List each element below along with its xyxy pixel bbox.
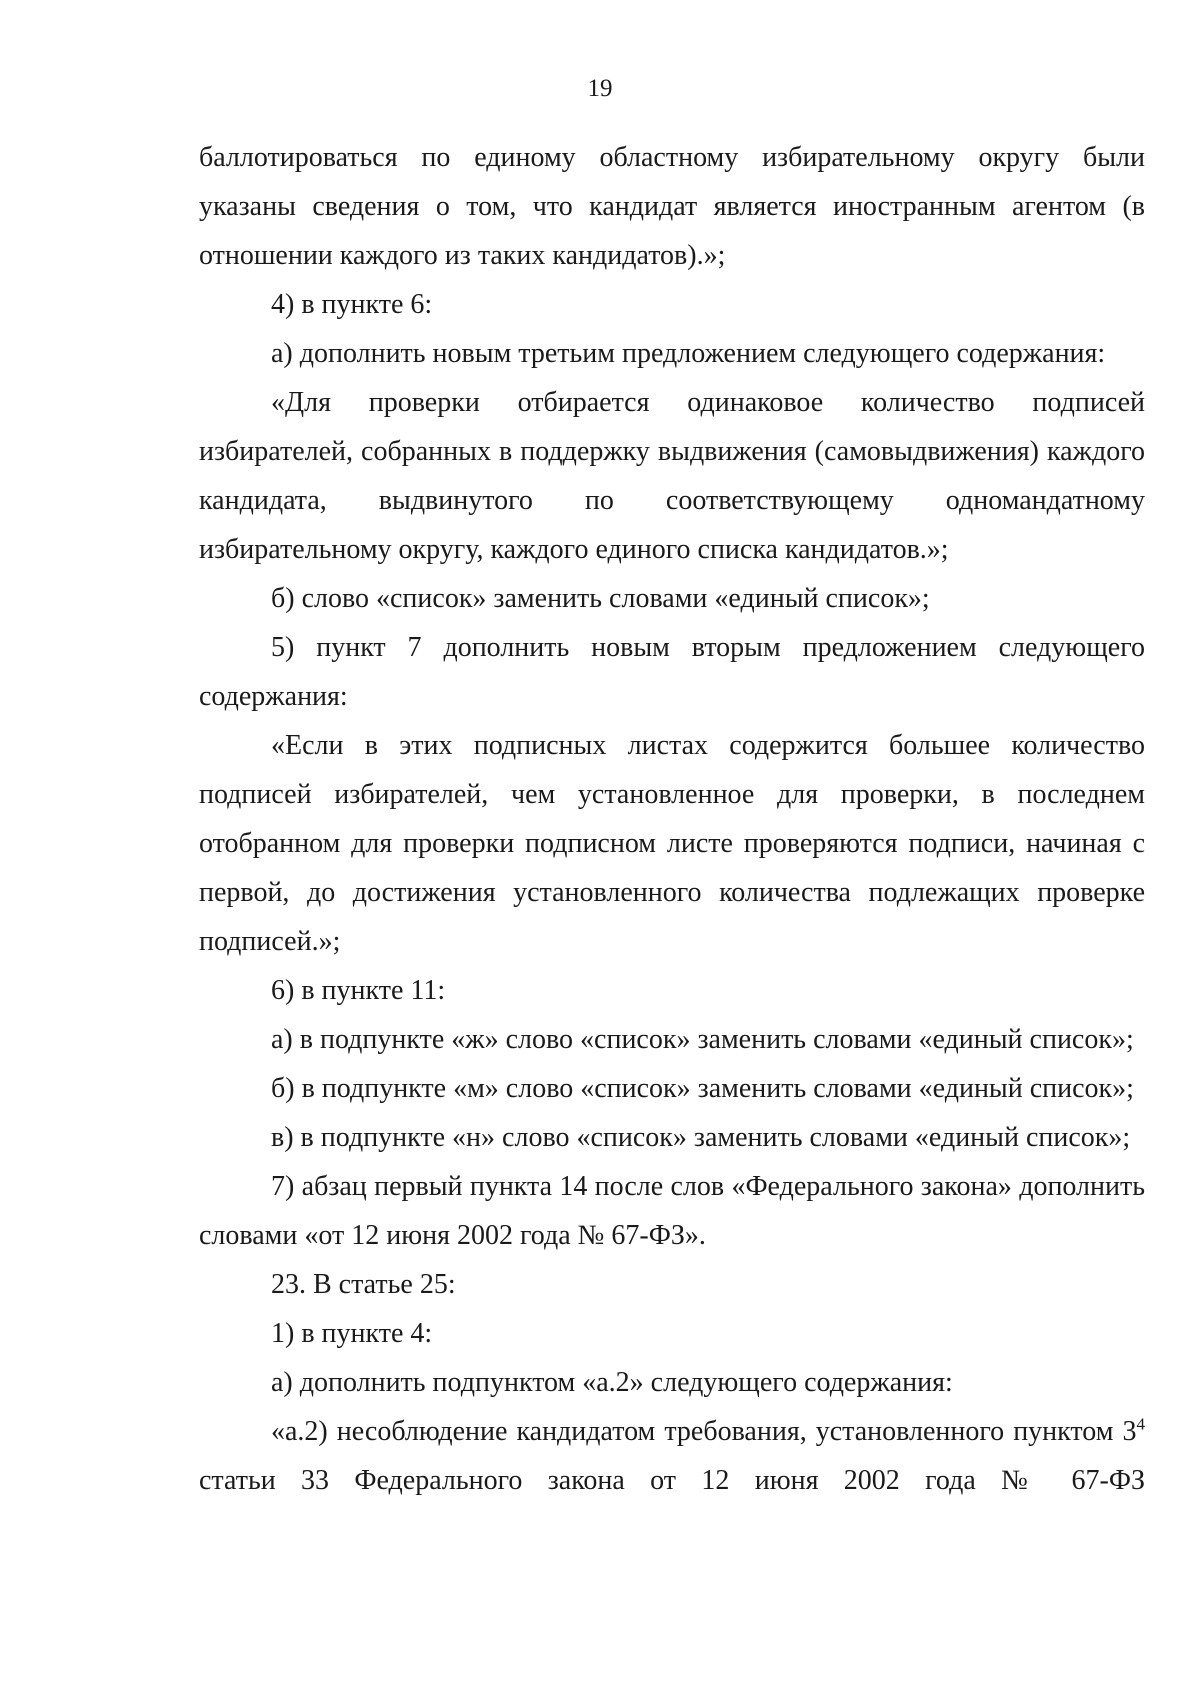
paragraph-item-4b: б) слово «список» заменить словами «единый список»;	[271, 583, 930, 614]
paragraph-quote-signatures: «Если в этих подписных листах содержится большее количество подписей избирателей, чем установленное для проверки, в последнем отобранном для проверки подписном листе проверяются подписи, начиная с первой, до достижения установленного количества подлежащих проверке подписей.»;	[199, 730, 1145, 957]
paragraph-item-6v: в) в подпункте «н» слово «список» заменить словами «единый список»;	[271, 1122, 1131, 1153]
paragraph-item-6: 6) в пункте 11:	[271, 975, 446, 1006]
paragraph-continuation: баллотироваться по единому областному избирательному округу были указаны сведения о том, что кандидат является иностранным агентом (в отношении каждого из таких кандидатов).»;	[199, 142, 1145, 271]
paragraph-item-6b: б) в подпункте «м» слово «список» заменить словами «единый список»;	[271, 1073, 1134, 1104]
paragraph-item-4: 4) в пункте 6:	[271, 289, 433, 320]
superscript-4: 4	[1136, 1414, 1145, 1434]
paragraph-item-5: 5) пункт 7 дополнить новым вторым предложением следующего содержания:	[199, 632, 1145, 712]
paragraph-article-23: 23. В статье 25:	[271, 1269, 456, 1300]
paragraph-quote-a2	[199, 1407, 1145, 1505]
quote-a2-text: «а.2) несоблюдение кандидатом требования, установленного пунктом 3	[271, 1416, 1137, 1447]
document-body	[199, 133, 1145, 1505]
paragraph-quote-verification: «Для проверки отбирается одинаковое количество подписей избирателей, собранных в поддержку выдвижения (самовыдвижения) каждого кандидата, выдвинутого по соответствующему одномандатному избирательному округу, каждого единого списка кандидатов.»;	[199, 387, 1145, 565]
paragraph-item-1a: а) дополнить подпунктом «а.2» следующего содержания:	[271, 1367, 953, 1398]
paragraph-item-7: 7) абзац первый пункта 14 после слов «Федерального закона» дополнить словами «от 12 июня 2002 года № 67-ФЗ».	[199, 1171, 1145, 1251]
page-number: 19	[587, 75, 613, 102]
paragraph-item-6a: а) в подпункте «ж» слово «список» заменить словами «единый список»;	[271, 1024, 1134, 1055]
quote-a2-text-end: статьи 33 Федерального закона от 12 июня 2002 года № 67-ФЗ	[199, 1465, 1145, 1496]
paragraph-item-4a: а) дополнить новым третьим предложением следующего содержания:	[271, 338, 1106, 369]
paragraph-item-1: 1) в пункте 4:	[271, 1318, 433, 1349]
